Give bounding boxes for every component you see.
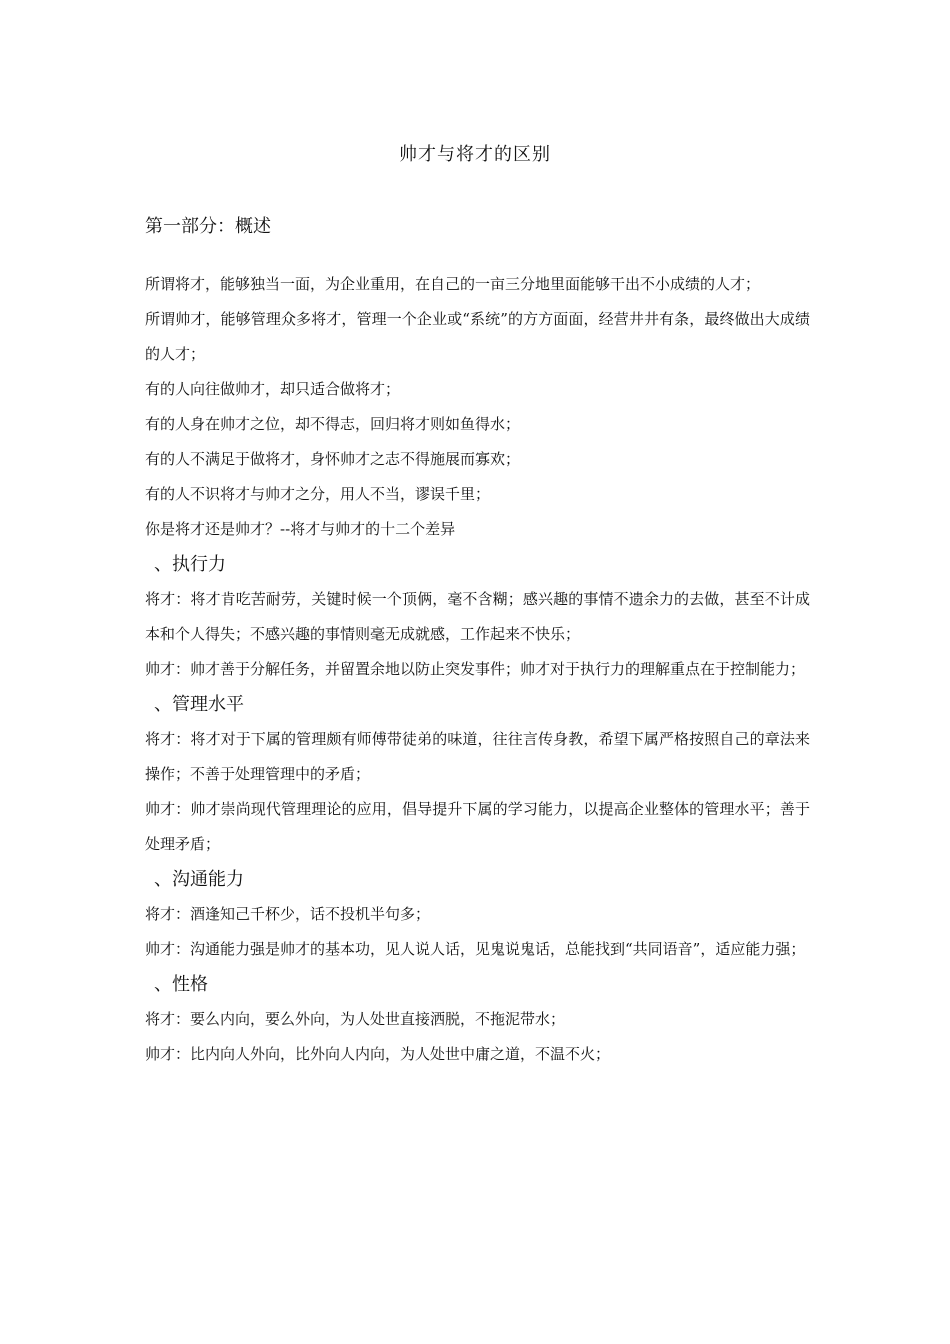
section-line: 帅才：比内向人外向，比外向人内向，为人处世中庸之道，不温不火； xyxy=(145,1045,611,1063)
section-line: 将才：将才对于下属的管理颇有师傅带徒弟的味道，往往言传身教，希望下属严格按照自己的章法来操作；不善于处理管理中的矛盾； xyxy=(145,730,810,783)
paragraph: 有的人向往做帅才，却只适合做将才； xyxy=(145,380,401,398)
document-title: 帅才与将才的区别 xyxy=(399,144,551,165)
section-line: 将才：酒逢知己千杯少，话不投机半句多； xyxy=(145,905,431,923)
paragraph: 有的人不满足于做将才，身怀帅才之志不得施展而寡欢； xyxy=(145,450,521,468)
section-heading: 、性格 xyxy=(154,974,208,995)
paragraph: 所谓将才，能够独当一面，为企业重用，在自己的一亩三分地里面能够干出不小成绩的人才； xyxy=(145,275,761,293)
section-heading: 、沟通能力 xyxy=(154,869,244,890)
section-line: 帅才：沟通能力强是帅才的基本功，见人说人话，见鬼说鬼话，总能找到“共同语音”，适应能力强； xyxy=(145,940,806,958)
section-heading: 、管理水平 xyxy=(154,694,244,715)
section-heading: 、执行力 xyxy=(154,554,226,575)
paragraph: 你是将才还是帅才？--将才与帅才的十二个差异 xyxy=(145,520,456,538)
paragraph: 所谓帅才，能够管理众多将才，管理一个企业或“系统”的方方面面，经营井井有条，最终做出大成绩的人才； xyxy=(145,310,810,363)
section-line: 帅才：帅才崇尚现代管理理论的应用，倡导提升下属的学习能力，以提高企业整体的管理水平；善于处理矛盾； xyxy=(145,800,810,853)
paragraph: 有的人不识将才与帅才之分，用人不当，谬误千里； xyxy=(145,485,491,503)
document-body xyxy=(145,267,810,1072)
part-heading: 第一部分：概述 xyxy=(145,216,271,237)
section-line: 将才：将才肯吃苦耐劳，关键时候一个顶俩，毫不含糊；感兴趣的事情不遗余力的去做，甚至不计成本和个人得失；不感兴趣的事情则毫无成就感，工作起来不快乐； xyxy=(145,590,810,643)
section-line: 将才：要么内向，要么外向，为人处世直接洒脱，不拖泥带水； xyxy=(145,1010,566,1028)
section-line: 帅才：帅才善于分解任务，并留置余地以防止突发事件；帅才对于执行力的理解重点在于控制能力； xyxy=(145,660,806,678)
paragraph: 有的人身在帅才之位，却不得志，回归将才则如鱼得水； xyxy=(145,415,521,433)
